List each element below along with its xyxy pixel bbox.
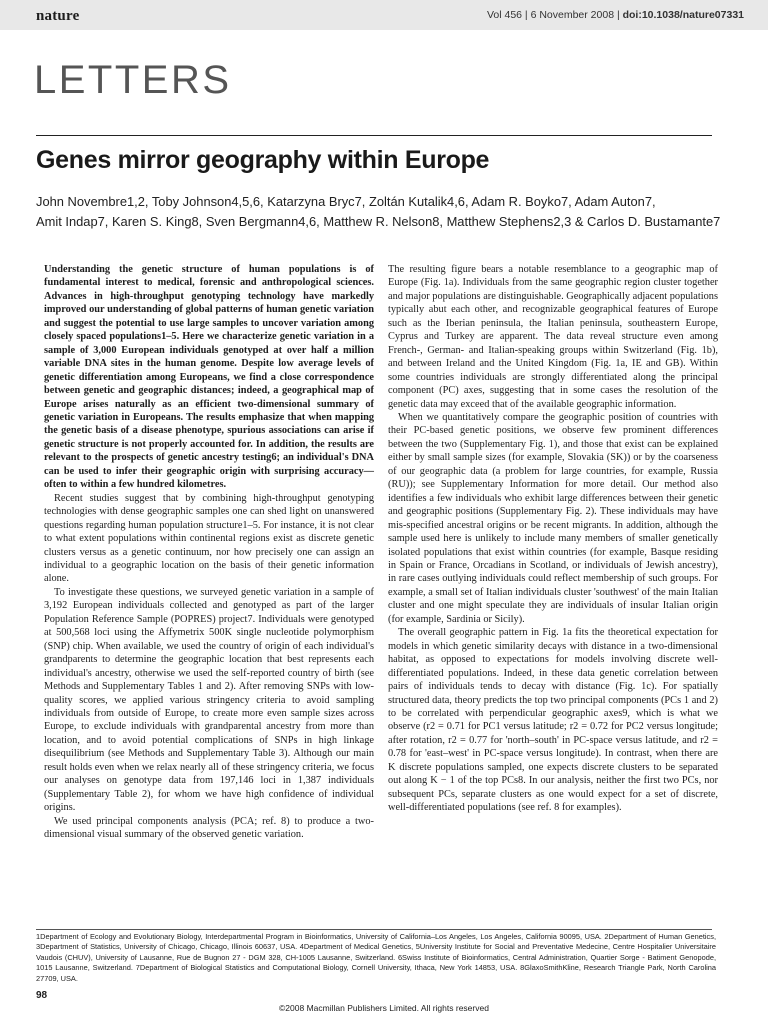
paragraph-6: The overall geographic pattern in Fig. 1a fits the theoretical expectation for models in which genetic similarity decays with distance in a two-dimensional habitat, as opposed to expectations for models involving discrete well-differentiated populations. Indeed, in these data genetic correlation between pairs of individuals tends to decay with distance (Fig. 1c). For spatially structured data, theory predicts the top two principal components (PCs 1 and 2) to be correlated with perpendicular geographic axes9, which is what we observe (r2 = 0.71 for PC1 versus latitude; r2 = 0.72 for PC2 versus longitude; after rotation, r2 = 0.77 for 'north–south' in PC-space versus latitude, and r2 = 0.78 for 'east–west' in PC-space versus longitude). In contrast, when there are K discrete populations sampled, one expects discrete clusters to be separated out along K − 1 of the top PCs8. In our analysis, neither the first two PCs, nor subsequent PCs, separate clusters as one would expect for a set of discrete, well-differentiated populations (see ref. 8 for examples). [388,627,718,814]
paragraph-4: The resulting figure bears a notable resemblance to a geographic map of Europe (Fig. 1a). Individuals from the same geographic region cluster together and major populations are distinguishable. Geographically adjacent populations typically abut each other, and recognizable geographical features of Europe such as the Iberian peninsula, the Italian peninsula, southeastern Europe, Cyprus and Turkey are apparent. The data reveal structure even among French-, German- and Italian-speaking groups within Switzerland (Fig. 1b), and between Ireland and the United Kingdom (Fig. 1a, IE and GB). Within some countries individuals are strongly differentiated along the principal component (PC) axes, suggesting that in some cases the resolution of the genetic data may exceed that of the available geographic information. [388,264,718,410]
affiliations-footnote: 1Department of Ecology and Evolutionary Biology, Interdepartmental Program in Bioinformatics, University of California–Los Angeles, Los Angeles, California 90095, USA. 2Department of Human Genetics, 3Department of Statistics, University of Chicago, Chicago, Illinois 60637, USA. 4Department of Medical Genetics, 5University Institute for Social and Preventative Medecine, Centre Hospitalier Universitaire Vaudois (CHUV), University of Lausanne, Rue de Bugnon 27 - DGM 328, CH-1005 Lausanne, Switzerland. 6Swiss Institute of Bioinformatics, Central Administration, Quartier Sorge - Batiment Genopode, 1015 Lausanne, Switzerland. 7Department of Biological Statistics and Computational Biology, Cornell University, Ithaca, New York 14853, USA. 8GlaxoSmithKline, Research Triangle Park, North Carolina 27709, USA. [36,932,716,983]
issue-info [487,9,744,21]
paragraph-5: When we quantitatively compare the geographic position of countries with their PC-based genetic positions, we observe few prominent differences between the two (Supplementary Fig. 1), and those that exist can be explained either by small sample sizes (for example, Slovakia (SK)) or by the coarseness of our geographic data (a problem for large countries, for example, Russia (RU)); see Supplementary Information for more detail. Our method also identifies a few individuals who exhibit large differences between their genetic and geographic positions (Supplementary Fig. 2). These individuals may have mis-specified ancestral origins or be recent migrants. In addition, although the sample used here is unlikely to include many members of smaller genetically isolated populations that exist within countries (for example, Basque residing in Spain or France, Orcadians in Scotland, or individuals of Jewish ancestry), in rare cases outlying individuals could reflect membership of such groups. For example, a small set of Italian individuals cluster 'southwest' of the main Italian cluster and one might speculate they are individuals of insular Italian origin (for example, Sardinia or Sicily). [388,411,718,625]
author-line-2: Amit Indap7, Karen S. King8, Sven Bergmann4,6, Matthew R. Nelson8, Matthew Stephens2,3 & Carlos D. Bustamante7 [36,214,721,229]
issue-volume-date: Vol 456 | 6 November 2008 | [486,9,623,21]
header-rule [36,135,712,136]
paragraph-1: Recent studies suggest that by combining high-throughput genotyping technologies with dense geographic samples one can shed light on unanswered questions regarding human population structure1–5. For instance, it is not clear to what extent populations within continental regions exist as discrete genetic clusters versus as a genetic continuum, nor how precisely one can assign an individual to a geographic location on the basis of their genetic information alone. [44,492,374,585]
abstract: Understanding the genetic structure of human populations is of fundamental interest to medical, forensic and anthropological sciences. Advances in high-throughput genotyping technology have markedly improved our understanding of global patterns of human genetic variation and suggest the potential to use large samples to uncover variation among closely spaced populations1–5. Here we characterize genetic variation in a sample of 3,000 European individuals genotyped at over half a million variable DNA sites in the human genome. Despite low average levels of genetic differentiation among Europeans, we find a close correspondence between genetic and geographic distances; indeed, a geographical map of Europe arises naturally as an efficient two-dimensional summary of genetic variation in Europeans. The results emphasize that when mapping the genetic basis of a disease phenotype, spurious associations can arise if genetic structure is not properly accounted for. In addition, the results are relevant to the prospects of genetic ancestry testing6; an individual's DNA can be used to infer their geographic origin with surprising accuracy—often to within a few hundred kilometres. [44,264,374,491]
section-label: LETTERS [34,58,232,102]
page-number: 98 [36,990,48,1001]
author-list [36,192,736,232]
copyright-notice: ©2008 Macmillan Publishers Limited. All rights reserved [279,1003,489,1013]
footnote-rule [36,929,712,930]
author-line-1: John Novembre1,2, Toby Johnson4,5,6, Katarzyna Bryc7, Zoltán Kutalik4,6, Adam R. Boyko7, Adam Auton7, [36,194,656,209]
paragraph-3: We used principal components analysis (PCA; ref. 8) to produce a two-dimensional visual summary of the observed genetic variation. [44,815,374,841]
article-title: Genes mirror geography within Europe [36,146,490,174]
right-column [388,263,718,815]
journal-name: nature [36,8,80,24]
left-column [44,263,374,841]
paragraph-2: To investigate these questions, we surveyed genetic variation in a sample of 3,192 European individuals collected and genotyped as part of the larger Population Reference Sample (POPRES) project7. Individuals were genotyped at 500,568 loci using the Affymetrix 500K single nucleotide polymorphism (SNP) chip. When available, we used the country of origin of each individual's grandparents to determine the geographic location that best represents each individual's ancestry, otherwise we used the self-reported country of birth (see Methods and Supplementary Tables 1 and 2). After removing SNPs with low-quality scores, we applied various stringency criteria to avoid sampling individuals from outside of Europe, to create more even sample sizes across Europe, to exclude individuals with grandparental ancestry from more than location, and to avoid potential complications of SNPs in high linkage disequilibrium (see Methods and Supplementary Table 3). Although our main result holds even when we relax nearly all of these stringency criteria, we focus our analyses on genotype data from 197,146 loci in 1,387 individuals (Supplementary Table 2), for whom we have high confidence of individual origins. [44,586,374,814]
doi: doi:10.1038/nature07331 [622,9,744,21]
journal-header-bar [0,0,768,30]
